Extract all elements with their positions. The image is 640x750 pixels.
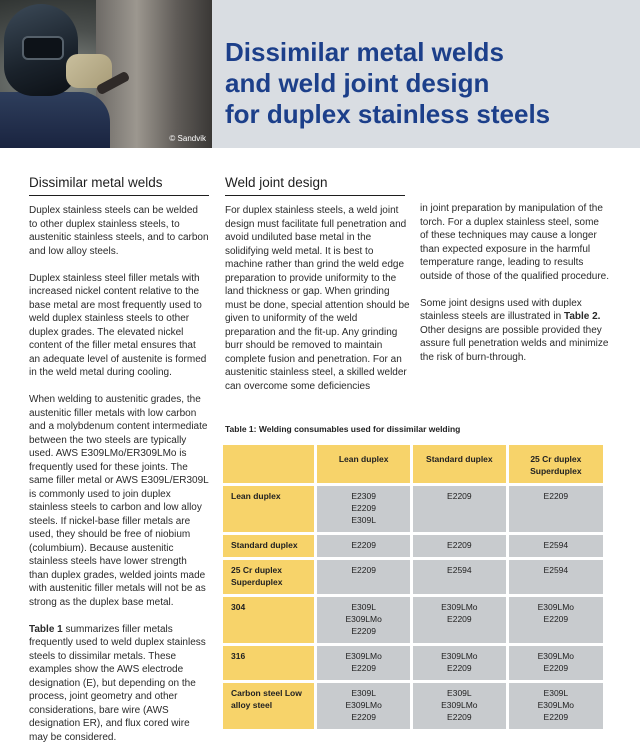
table-cell [507,682,603,731]
cell-value: E2209 [543,712,569,722]
paragraph: When welding to austenitic grades, the austenitic filler metals with low carbon and a molybdenum content intermediate between the two steels are typically used. AWS E309LMo/ER309LMo is frequently used for these joints. The same filler metal or AWS E309L/ER309L is commonly used to join duplex stainless steels to carbon and low alloy steels. If nickel-base filler metals are used, they should be free of niobium (columbium). Because austenitic stainless steels have lower strength than duplex grades, welded joints made with austenitic filler metals will not be as strong as the duplex base metal. [29,394,209,608]
cell-value: E309LMo [537,602,575,612]
cell-value: E309LMo [345,651,382,661]
cell-value: E2209 [351,712,376,722]
row-header: Lean duplex [223,485,316,534]
cell-value: E309LMo [345,614,382,624]
cell-value: E2309 [351,491,376,501]
table-cell [507,596,603,645]
cell-value: E2209 [543,491,569,501]
cell-value: E2209 [351,540,376,550]
cell-value: E2209 [351,626,376,636]
table-cell [316,559,412,596]
visor-graphic [22,36,64,60]
sleeve-graphic [0,92,110,148]
paragraph-text: Some joint designs used with duplex stainless steels are illustrated in [420,297,582,322]
table-caption: Table 1: Welding consumables used for dissimilar welding [225,424,461,434]
cell-value: E2209 [543,614,569,624]
table-row [223,559,603,596]
cell-value: E2209 [447,540,472,550]
cell-value: E309L [351,515,376,525]
table-row [223,534,603,559]
row-header: 25 Cr duplex Superduplex [223,559,316,596]
column-header: Standard duplex [412,445,508,485]
joint-design-section [225,175,410,407]
column-header: 25 Cr duplex Superduplex [507,445,603,485]
table-cell [412,534,508,559]
paragraph-text: Other designs are possible provided they assure full penetration welds and minimize the risk of burn-through. [420,324,609,363]
table-cell [316,485,412,534]
paragraph-text: summarizes filler metals frequently used to weld duplex stainless steels to dissimilar metals. These examples show the AWS electrode designation (E), but depending on the process, joint geometry and other considerations, bare wire (AWS designation ER), and flux cored wire may be considered. [29,623,206,743]
cell-value: E309LMo [441,602,478,612]
table-header-row [223,445,603,485]
table-cell [507,534,603,559]
row-header: Standard duplex [223,534,316,559]
column-header: Lean duplex [316,445,412,485]
row-header: Carbon steel Low alloy steel [223,682,316,731]
cell-value: E309LMo [441,700,478,710]
cell-value: E2594 [543,565,569,575]
table-cell [412,596,508,645]
page-title [225,37,630,130]
joint-design-continued [420,202,610,378]
table-row [223,596,603,645]
dissimilar-section [29,175,209,750]
cell-value: E309LMo [537,700,575,710]
table-corner [223,445,316,485]
cell-value: E309L [447,688,472,698]
cell-value: E2209 [543,663,569,673]
paragraph [420,297,610,365]
cell-value: E2594 [543,540,569,550]
page-header [0,0,640,148]
table-cell [412,682,508,731]
table-cell [316,534,412,559]
title-line: Dissimilar metal welds [225,37,504,67]
title-line: for duplex stainless steels [225,99,551,129]
paragraph: Duplex stainless steel filler metals with increased nickel content relative to the base metal are most frequently used to weld duplex stainless steels to other duplex grades. The elevated nickel content of the filler metal ensures that an adequate level of austenite is formed in the weld metal during cooling. [29,272,207,378]
consumables-table [223,445,603,732]
welder-photo [0,0,212,148]
paragraph: For duplex stainless steels, a weld joint design must facilitate full penetration and avoid undiluted base metal in the solidifying weld metal. It is best to machine rather than grind the weld edge preparation to provide uniformity to the land thickness or gap. When grinding must be done, special attention should be given to uniformity of the weld preparation and the fit-up. Any grinding burr should be removed to maintain complete fusion and penetration. For an austenitic stainless steel, a skilled welder can overcome some deficiencies [225,205,410,392]
paragraph: Duplex stainless steels can be welded to other duplex stainless steels, to austenitic stainless steels, and to carbon and low alloy steels. [29,205,209,257]
cell-value: E309L [543,688,569,698]
cell-value: E309L [351,602,376,612]
table-cell [507,559,603,596]
row-header: 316 [223,645,316,682]
cell-value: E2209 [351,663,376,673]
table-cell [316,645,412,682]
cell-value: E2209 [447,614,472,624]
table-reference: Table 2. [563,311,601,322]
table-cell [507,645,603,682]
paragraph: in joint preparation by manipulation of the torch. For a duplex stainless steel, some of these techniques may cause a longer than expected exposure in the harmful temperature range, leading to results outside of those of the qualified procedure. [420,203,610,282]
table-cell [316,596,412,645]
cell-value: E2209 [351,565,376,575]
cell-value: E2594 [447,565,472,575]
table-cell [412,559,508,596]
cell-value: E309L [351,688,376,698]
table-cell [507,485,603,534]
table-row [223,645,603,682]
table-cell [316,682,412,731]
table-cell [412,645,508,682]
paragraph [29,623,209,745]
cell-value: E309LMo [441,651,478,661]
cell-value: E2209 [447,491,472,501]
table-row [223,682,603,731]
row-header: 304 [223,596,316,645]
cell-value: E2209 [447,712,472,722]
table-cell [412,485,508,534]
section-heading: Dissimilar metal welds [29,175,209,196]
cell-value: E309LMo [537,651,575,661]
table-reference: Table 1 [29,623,63,635]
table-row [223,485,603,534]
cell-value: E309LMo [345,700,382,710]
section-heading: Weld joint design [225,175,405,196]
cell-value: E2209 [447,663,472,673]
cell-value: E2209 [351,503,376,513]
title-line: and weld joint design [225,68,490,98]
photo-credit: © Sandvik [169,134,206,143]
pipe-graphic [96,0,212,148]
